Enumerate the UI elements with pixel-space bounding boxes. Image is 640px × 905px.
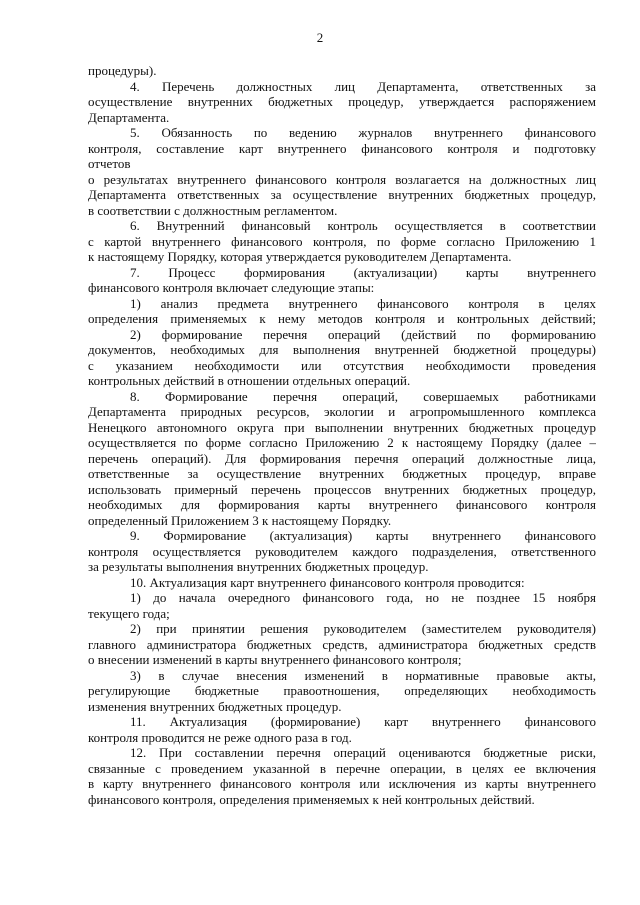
- text-line: Департамента.: [88, 109, 170, 125]
- text-line: связанные с проведением указанной в перечне операции, в целях ее включения: [88, 760, 596, 776]
- text-line: 11. Актуализация (формирование) карт внутреннего финансового: [130, 714, 596, 729]
- text-line: использовать примерный перечень процессов внутренних бюджетных процедур,: [88, 481, 596, 497]
- text-line: 7. Процесс формирования (актуализации) карты внутреннего: [130, 264, 596, 280]
- text-line: 6. Внутренний финансовый контроль осуществляется в соответствии: [130, 218, 596, 233]
- text-line: 9. Формирование (актуализация) карты внутреннего финансового: [130, 528, 596, 543]
- text-line: 3) в случае внесения изменений в нормативные правовые акты,: [130, 667, 596, 683]
- text-line: контроля проводится не реже одного раза в год.: [88, 729, 352, 745]
- text-line: 8. Формирование перечня операций, совершаемых работниками: [130, 388, 596, 404]
- text-line: 1) анализ предмета внутреннего финансового контроля в целях: [130, 295, 596, 311]
- text-line: 2) формирование перечня операций (действий по формированию: [130, 326, 596, 342]
- text-line: контрольных действий в отношении отдельных операций.: [88, 373, 411, 388]
- text-line: 1) до начала очередного финансового года, но не позднее 15 ноября: [130, 590, 596, 605]
- text-line: 2) при принятии решения руководителем (заместителем руководителя): [130, 621, 596, 636]
- text-line: в карту внутреннего финансового контроля или исключения из карты внутреннего: [88, 776, 596, 791]
- text-line: Ненецкого автономного округа при выполнении внутренних бюджетных процедур: [88, 419, 596, 435]
- page-number: 2: [316, 30, 324, 45]
- text-line: Департамента природных ресурсов, экологии и агропромышленного комплекса: [88, 404, 596, 419]
- text-line: определенный Приложением 3 к настоящему Порядку.: [88, 512, 392, 528]
- text-line: о результатах внутреннего финансового контроля возлагается на должностных лиц: [88, 171, 596, 187]
- text-line: 5. Обязанность по ведению журналов внутреннего финансового: [130, 125, 596, 140]
- text-line: за результаты выполнения внутренних бюджетных процедур.: [88, 559, 429, 574]
- text-line: к настоящему Порядку, которая утверждается руководителем Департамента.: [88, 249, 512, 264]
- text-line: перечень операций). Для формирования перечня операций должностные лица,: [88, 450, 596, 466]
- text-line: регулирующие бюджетные правоотношения, определяющих необходимость: [88, 683, 596, 698]
- document-body: [88, 63, 596, 807]
- text-line: ответственные за осуществление внутренних бюджетных процедур, вправе: [88, 466, 596, 481]
- text-line: в соответствии с должностным регламентом.: [88, 202, 338, 218]
- text-line: 10. Актуализация карт внутреннего финансового контроля проводится:: [130, 574, 525, 590]
- text-line: контроля осуществляется руководителем каждого подразделения, ответственного: [88, 543, 596, 559]
- text-line: отчетов: [88, 156, 131, 171]
- text-line: контроля, составление карт внутреннего финансового контроля и подготовку: [88, 140, 596, 156]
- text-line: текущего года;: [88, 605, 170, 621]
- text-line: определения применяемых к нему методов контроля и контрольных действий;: [88, 311, 596, 326]
- text-line: изменения внутренних бюджетных процедур.: [88, 698, 342, 714]
- text-line: осуществляется по форме согласно Приложению 2 к настоящему Порядку (далее –: [88, 435, 596, 450]
- text-line: финансового контроля, определения применяемых к ней контрольных действий.: [88, 791, 535, 807]
- text-line: 12. При составлении перечня операций оцениваются бюджетные риски,: [130, 745, 596, 760]
- text-line: о внесении изменений в карты внутреннего финансового контроля;: [88, 652, 462, 667]
- text-line: финансового контроля включает следующие этапы:: [88, 280, 375, 295]
- text-line: Департамента ответственных за осуществление внутренних бюджетных процедур,: [88, 187, 596, 202]
- text-line: осуществление внутренних бюджетных процедур, утверждается распоряжением: [88, 94, 596, 109]
- text-line: с картой внутреннего финансового контроля, по форме согласно Приложению 1: [88, 233, 596, 249]
- text-line: необходимых для формирования карты внутреннего финансового контроля: [88, 497, 596, 512]
- text-line: процедуры).: [88, 63, 157, 78]
- text-line: документов, необходимых для выполнения внутренней бюджетной процедуры): [88, 342, 596, 357]
- text-line: 4. Перечень должностных лиц Департамента, ответственных за: [130, 78, 596, 94]
- text-line: главного администратора бюджетных средств, администратора бюджетных средств: [88, 636, 596, 652]
- text-line: с указанием необходимости или отсутствия необходимости проведения: [88, 357, 596, 373]
